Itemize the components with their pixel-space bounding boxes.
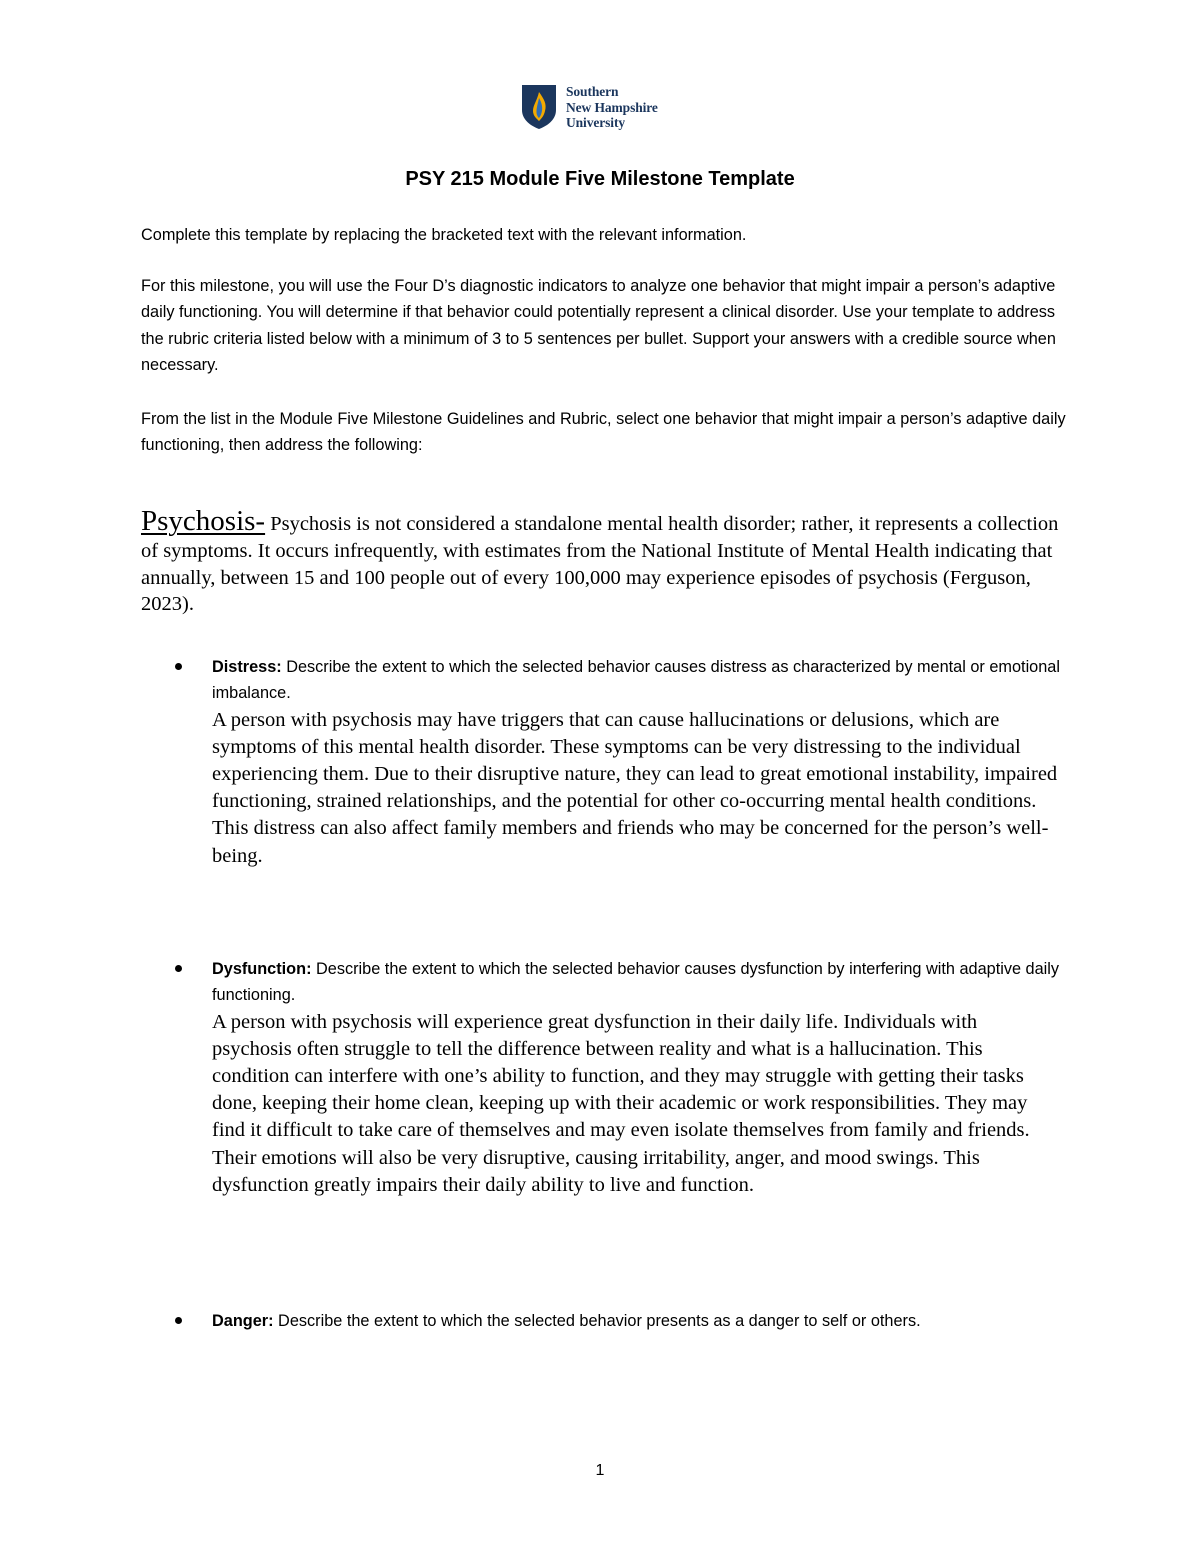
bullet-prompt — [212, 956, 1062, 1009]
bullet-answer: A person with psychosis may have triggers that can cause hallucinations or delusions, which are symptoms of this mental health disorder. These symptoms can be very distressing to the individual experiencing them. Due to their disruptive nature, they can lead to great emotional instability, impaired functioning, strained relationships, and the potential for other co-occurring mental health conditions. This distress can also affect family members and friends who may be concerned for the person’s well-being. — [212, 708, 1058, 867]
bullet-label: Distress: — [212, 658, 282, 676]
logo-line-3: University — [566, 115, 625, 130]
instruction-paragraph-2: For this milestone, you will use the Four D’s diagnostic indicators to analyze one behavior that might impair a person’s adaptive daily functioning. You will determine if that behavior could potentially represent a clinical disorder. Use your template to address the rubric criteria listed below with a minimum of 3 to 5 sentences per bullet. Support your answers with a credible source when necessary. — [141, 277, 1056, 374]
behavior-heading: Psychosis- — [141, 505, 266, 537]
bullet-label: Danger: — [212, 1312, 274, 1330]
logo-wordmark — [566, 84, 658, 131]
instruction-paragraph-1: Complete this template by replacing the bracketed text with the relevant information. — [141, 226, 747, 244]
bullet-body — [212, 1308, 1062, 1334]
instruction-paragraph-3: From the list in the Module Five Milestone Guidelines and Rubric, select one behavior that might impair a person’s adaptive daily functioning, then address the following: — [141, 410, 1066, 455]
bullet-icon — [175, 663, 182, 670]
logo-line-1: Southern — [566, 84, 619, 99]
university-logo — [521, 84, 658, 132]
page-number: 1 — [595, 1462, 605, 1479]
bullet-icon — [175, 965, 182, 972]
bullet-prompt-text: Describe the extent to which the selected behavior presents as a danger to self or others. — [273, 1312, 921, 1330]
bullet-label: Dysfunction: — [212, 960, 312, 978]
flame-shield-icon — [521, 84, 557, 130]
bullet-prompt — [212, 654, 1062, 707]
page-title: PSY 215 Module Five Milestone Template — [405, 168, 795, 190]
logo-line-2: New Hampshire — [566, 99, 658, 115]
bullet-body — [212, 956, 1062, 1199]
bullet-prompt-text: Describe the extent to which the selected behavior causes distress as characterized by mental or emotional imbalance. — [212, 658, 1060, 703]
bullet-answer: A person with psychosis will experience great dysfunction in their daily life. Individuals with psychosis often struggle to tell the difference between reality and what is a hallucination. This condition can interfere with one’s ability to function, and they may struggle with getting their tasks done, keeping their home clean, keeping up with their academic or work responsibilities. They may find it difficult to take care of themselves and may even isolate themselves from family and friends. Their emotions will also be very disruptive, causing irritability, anger, and mood swings. This dysfunction greatly impairs their daily ability to live and function. — [212, 1010, 1030, 1196]
behavior-intro — [141, 505, 1061, 618]
behavior-description: Psychosis is not considered a standalone mental health disorder; rather, it represents a collection of symptoms. It occurs infrequently, with estimates from the National Institute of Mental Health indicating that annually, between 15 and 100 people out of every 100,000 may experience episodes of psychosis (Ferguson, 2023). — [141, 513, 1059, 616]
bullet-prompt-text: Describe the extent to which the selected behavior causes dysfunction by interfering with adaptive daily functioning. — [212, 960, 1060, 1005]
bullet-prompt — [212, 1308, 1062, 1334]
bullet-icon — [175, 1317, 182, 1324]
bullet-body — [212, 654, 1062, 870]
